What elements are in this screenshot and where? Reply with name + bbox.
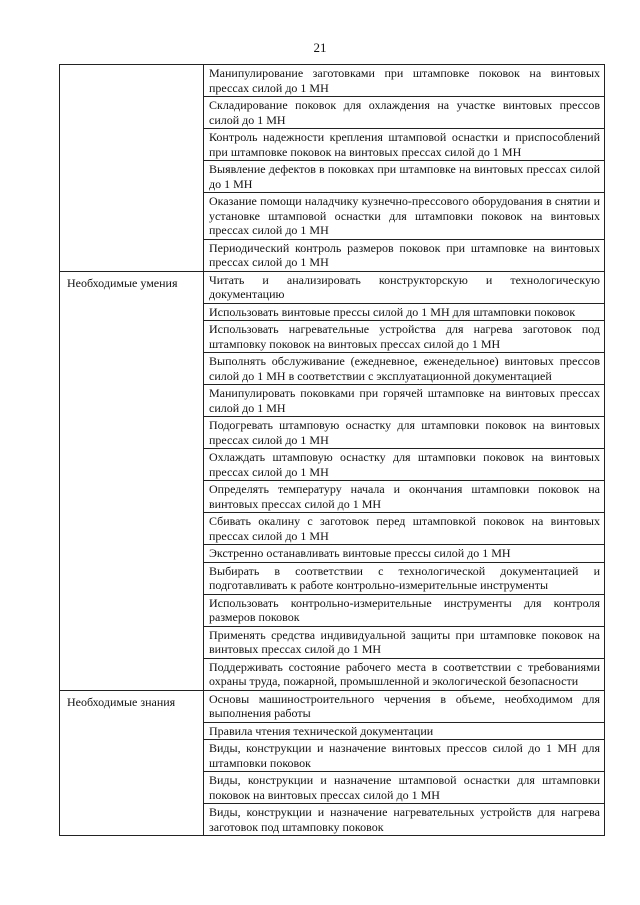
- requirement-item: Читать и анализировать конструкторскую и технологическую документацию: [209, 272, 600, 301]
- requirement-item: Виды, конструкции и назначение винтовых прессов силой до 1 МН для штамповки поковок: [204, 739, 604, 771]
- requirement-item: Использовать винтовые прессы силой до 1 МН для штамповки поковок: [204, 303, 604, 321]
- section-items: [204, 690, 605, 836]
- requirement-item: Виды, конструкции и назначение штамповой оснастки для штамповки поковок на винтовых прессах силой до 1 МН: [204, 771, 604, 803]
- requirement-item: Правила чтения технической документации: [204, 722, 604, 740]
- requirement-item: Виды, конструкции и назначение нагревательных устройств для нагрева заготовок под штамповку поковок: [204, 803, 604, 835]
- requirement-item: Основы машиностроительного черчения в объеме, необходимом для выполнения работы: [209, 691, 600, 720]
- section-items: [204, 271, 605, 690]
- requirements-table: [59, 64, 605, 836]
- requirement-item: Выбирать в соответствии с технологической документацией и подготавливать к работе контрольно-измерительные инструменты: [204, 562, 604, 594]
- requirement-item: Манипулирование заготовками при штамповке поковок на винтовых прессах силой до 1 МН: [209, 66, 600, 95]
- section-label: [60, 65, 204, 272]
- page-number: 21: [313, 40, 327, 55]
- requirement-item: Экстренно останавливать винтовые прессы силой до 1 МН: [204, 544, 604, 562]
- requirement-item: Использовать контрольно-измерительные инструменты для контроля размеров поковок: [204, 594, 604, 626]
- section-label: Необходимые знания: [60, 690, 204, 836]
- requirement-item: Определять температуру начала и окончания штамповки поковок на винтовых прессах силой до 1 МН: [204, 480, 604, 512]
- section-row: [60, 65, 605, 272]
- requirement-item: Выполнять обслуживание (ежедневное, еженедельное) винтовых прессов силой до 1 МН в соответствии с эксплуатационной документацией: [204, 352, 604, 384]
- requirement-item: Использовать нагревательные устройства для нагрева заготовок под штамповку поковок на винтовых прессах силой до 1 МН: [204, 320, 604, 352]
- requirement-item: Оказание помощи наладчику кузнечно-прессового оборудования в снятии и установке штамповой оснастки для штамповки поковок на винтовых прессах силой до 1 МН: [204, 192, 604, 239]
- requirement-item: Сбивать окалину с заготовок перед штамповкой поковок на винтовых прессах силой до 1 МН: [204, 512, 604, 544]
- requirement-item: Периодический контроль размеров поковок при штамповке на винтовых прессах силой до 1 МН: [204, 239, 604, 271]
- section-row: [60, 690, 605, 836]
- section-label: Необходимые умения: [60, 271, 204, 690]
- section-items: [204, 65, 605, 272]
- requirement-item: Складирование поковок для охлаждения на участке винтовых прессов силой до 1 МН: [204, 96, 604, 128]
- requirements-table-body: [60, 65, 605, 836]
- requirement-item: Применять средства индивидуальной защиты при штамповке поковок на винтовых прессах силой до 1 МН: [204, 626, 604, 658]
- requirement-item: Контроль надежности крепления штамповой оснастки и приспособлений при штамповке поковок на винтовых прессах силой до 1 МН: [204, 128, 604, 160]
- requirement-item: Поддерживать состояние рабочего места в соответствии с требованиями охраны труда, пожарной, промышленной и экологической безопасности: [204, 658, 604, 690]
- requirement-item: Охлаждать штамповую оснастку для штамповки поковок на винтовых прессах силой до 1 МН: [204, 448, 604, 480]
- requirement-item: Выявление дефектов в поковках при штамповке на винтовых прессах силой до 1 МН: [204, 160, 604, 192]
- requirement-item: Подогревать штамповую оснастку для штамповки поковок на винтовых прессах силой до 1 МН: [204, 416, 604, 448]
- section-row: [60, 271, 605, 690]
- requirement-item: Манипулировать поковками при горячей штамповке на винтовых прессах силой до 1 МН: [204, 384, 604, 416]
